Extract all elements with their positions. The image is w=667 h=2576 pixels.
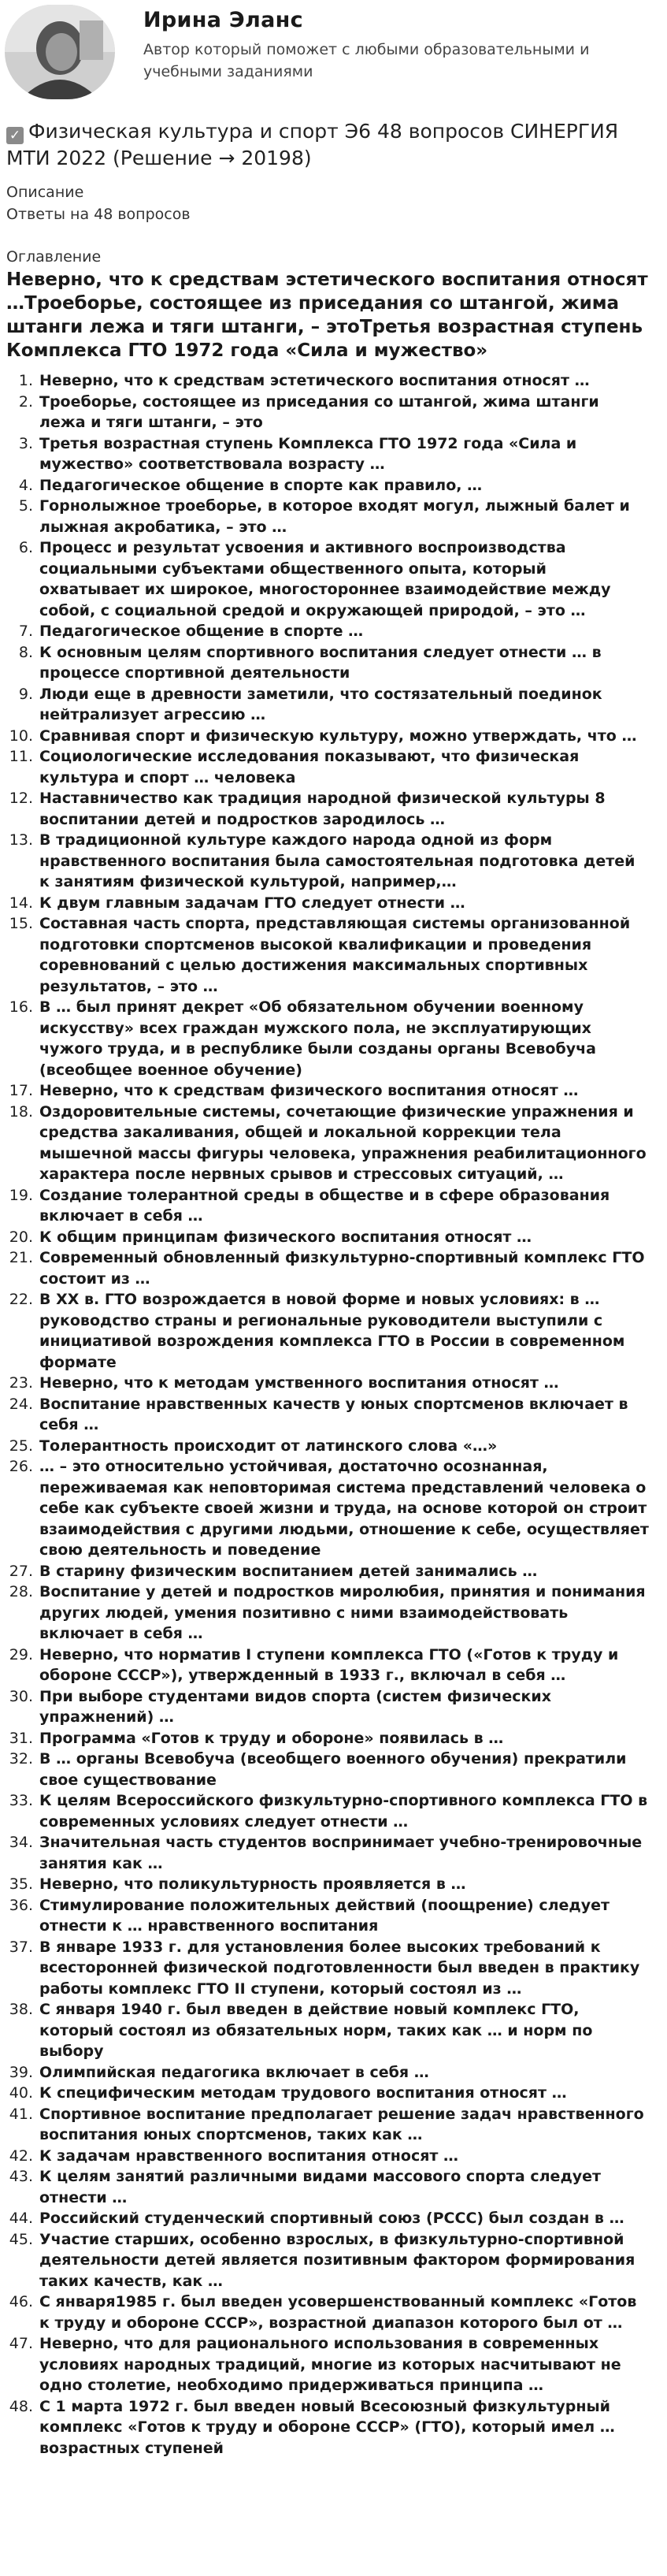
question-text: Процесс и результат усвоения и активного воспроизводства социальными субъектами общественного опыта, который охватывает их широкое, многостороннее взаимодействие между собой, с социальной средой и окружающей природой, – это … bbox=[39, 539, 611, 619]
question-text: К целям занятий различными видами массового спорта следует отнести … bbox=[39, 2168, 602, 2206]
question-text: К основным целям спортивного воспитания следует отнести … в процессе спортивной деятельности bbox=[39, 643, 602, 682]
question-number: 46. bbox=[9, 2293, 33, 2310]
page-title bbox=[6, 118, 660, 172]
question-number: 22. bbox=[9, 1291, 33, 1308]
question-text: Стимулирование положительных действий (поощрение) следует отнести к … нравственного воспитания bbox=[39, 1896, 610, 1935]
question-text: … – это относительно устойчивая, достаточно осознанная, переживаемая как неповторимая система представлений человека о себе как субъекте своей жизни и труда, на основе которой он строит взаимодействия с другими людьми, отношение к себе, осуществляет свою деятельность и поведение bbox=[39, 1458, 649, 1559]
question-item bbox=[0, 746, 667, 788]
question-text: Троеборье, состоящее из приседания со штангой, жима штанги лежа и тяги штанги, – это bbox=[39, 392, 599, 431]
question-text: К целям Всероссийского физкультурно-спортивного комплекса ГТО в современных условиях следует отнести … bbox=[39, 1792, 648, 1831]
question-item bbox=[0, 621, 667, 642]
question-text: Люди еще в древности заметили, что состязательный поединок нейтрализует агрессию … bbox=[39, 685, 602, 723]
question-number: 2. bbox=[18, 392, 33, 411]
question-item bbox=[0, 496, 667, 537]
question-text: В традиционной культуре каждого народа одной из форм нравственного воспитания была самостоятельная подготовка детей к занятиям физической культурой, например,… bbox=[39, 831, 636, 890]
question-number: 39. bbox=[9, 2063, 33, 2081]
question-number: 16. bbox=[9, 998, 33, 1016]
question-number: 45. bbox=[9, 2230, 33, 2248]
question-text: Воспитание у детей и подростков миролюбия, принятия и понимания других людей, умения позитивно с ними взаимодействовать включает в себя … bbox=[39, 1583, 646, 1642]
question-text: В … был принят декрет «Об обязательном обучении военному искусству» всех граждан мужского пола, не эксплуатирующих чужого труда, и в республике были созданы органы Всевобуча (всеобщее военное обучение) bbox=[39, 998, 596, 1079]
question-item bbox=[0, 1832, 667, 1874]
question-number: 19. bbox=[9, 1186, 33, 1204]
question-item bbox=[0, 1247, 667, 1289]
question-item bbox=[0, 642, 667, 684]
question-text: Участие старших, особенно взрослых, в физкультурно-спортивной деятельности детей является позитивным фактором формирования таких качеств, как … bbox=[39, 2230, 636, 2290]
question-number: 25. bbox=[9, 1437, 33, 1455]
question-item bbox=[0, 726, 667, 747]
question-text: В XX в. ГТО возрождается в новой форме и новых условиях: в … руководство страны и региональные руководители выступили с инициативой возрождения комплекса ГТО в России в современном формате bbox=[39, 1291, 625, 1371]
question-item bbox=[0, 788, 667, 830]
question-item bbox=[0, 997, 667, 1080]
question-item bbox=[0, 1102, 667, 1185]
question-item bbox=[0, 1394, 667, 1436]
question-number: 35. bbox=[9, 1875, 33, 1893]
question-number: 18. bbox=[9, 1102, 33, 1121]
question-text: В январе 1933 г. для установления более высоких требований к всесторонней физической подготовленности был введен в практику работы комплекс ГТО II ступени, который состоял из … bbox=[39, 1938, 640, 1998]
question-text: Горнолыжное троеборье, в которое входят могул, лыжный балет и лыжная акробатика, – это … bbox=[39, 497, 630, 536]
question-item bbox=[0, 1227, 667, 1248]
checkbox-icon: ✓ bbox=[6, 127, 24, 144]
question-item bbox=[0, 1645, 667, 1686]
author-name[interactable]: Ирина Эланс bbox=[143, 8, 303, 32]
question-text: Воспитание нравственных качеств у юных спортсменов включает в себя … bbox=[39, 1395, 628, 1433]
question-number: 44. bbox=[9, 2210, 33, 2227]
question-number: 48. bbox=[9, 2397, 33, 2415]
question-text: Создание толерантной среды в обществе и в сфере образования включает в себя … bbox=[39, 1186, 610, 1225]
question-text: С января 1940 г. был введен в действие новый комплекс ГТО, который состоял из обязательных норм, таких как … и норм по выбору bbox=[39, 2001, 593, 2060]
question-item bbox=[0, 2104, 667, 2146]
question-number: 1. bbox=[18, 372, 33, 389]
question-number: 40. bbox=[9, 2084, 33, 2102]
question-item bbox=[0, 830, 667, 893]
question-text: Социологические исследования показывают, что физическая культура и спорт … человека bbox=[39, 748, 580, 786]
question-text: С января1985 г. был введен усовершенствованный комплекс «Готов к труду и обороне СССР», возрастной диапазон которого был от … bbox=[39, 2293, 637, 2332]
question-number: 13. bbox=[9, 831, 33, 849]
question-number: 41. bbox=[9, 2105, 33, 2123]
question-text: В … органы Всевобуча (всеобщего военного обучения) прекратили свое существование bbox=[39, 1750, 627, 1789]
question-number: 11. bbox=[9, 748, 33, 765]
question-item bbox=[0, 1874, 667, 1895]
description-label: Описание bbox=[6, 184, 84, 201]
question-number: 14. bbox=[9, 894, 33, 912]
question-item bbox=[0, 684, 667, 726]
question-item bbox=[0, 1373, 667, 1394]
question-number: 34. bbox=[9, 1834, 33, 1851]
question-text: Составная часть спорта, представляющая системы организованной подготовки спортсменов высокой квалификации и проведения соревнований с целью достижения максимальных спортивных результатов, – это … bbox=[39, 915, 631, 995]
question-text: С 1 марта 1972 г. был введен новый Всесоюзный физкультурный комплекс «Готов к труду и обороне СССР» (ГТО), который имел … возрастных ступеней bbox=[39, 2397, 615, 2457]
question-text: Программа «Готов к труду и обороне» появилась в … bbox=[39, 1729, 504, 1747]
question-item bbox=[0, 1080, 667, 1102]
question-item bbox=[0, 1436, 667, 1457]
question-number: 5. bbox=[18, 497, 33, 515]
question-number: 8. bbox=[18, 643, 33, 661]
question-item bbox=[0, 1582, 667, 1645]
question-item bbox=[0, 1185, 667, 1227]
question-text: Спортивное воспитание предполагает решение задач нравственного воспитания юных спортсменов, таких как … bbox=[39, 2105, 644, 2143]
question-item bbox=[0, 475, 667, 496]
question-item bbox=[0, 1937, 667, 2000]
question-number: 47. bbox=[9, 2335, 33, 2352]
question-text: Третья возрастная ступень Комплекса ГТО 1972 года «Сила и мужество» соответствовала возрасту … bbox=[39, 434, 577, 473]
question-number: 42. bbox=[9, 2147, 33, 2165]
question-item bbox=[0, 537, 667, 621]
question-number: 23. bbox=[9, 1374, 33, 1392]
question-text: Педагогическое общение в спорте как правило, … bbox=[39, 476, 483, 494]
question-item bbox=[0, 2229, 667, 2292]
question-item bbox=[0, 2062, 667, 2083]
question-number: 37. bbox=[9, 1938, 33, 1956]
question-number: 7. bbox=[18, 623, 33, 640]
question-list bbox=[0, 370, 667, 2459]
question-text: Неверно, что норматив I ступени комплекса ГТО («Готов к труду и обороне СССР»), утвержденный в 1933 г., включал в себя … bbox=[39, 1645, 619, 1684]
question-item bbox=[0, 1456, 667, 1561]
question-text: К двум главным задачам ГТО следует отнести … bbox=[39, 894, 465, 912]
question-text: При выборе студентами видов спорта (систем физических упражнений) … bbox=[39, 1687, 551, 1726]
page-title-text: Физическая культура и спорт Э6 48 вопросов СИНЕРГИЯ МТИ 2022 (Решение → 20198) bbox=[6, 120, 619, 169]
question-item bbox=[0, 2208, 667, 2229]
question-number: 27. bbox=[9, 1562, 33, 1580]
question-number: 4. bbox=[18, 476, 33, 494]
question-text: К специфическим методам трудового воспитания относят … bbox=[39, 2084, 567, 2102]
question-number: 12. bbox=[9, 790, 33, 807]
question-text: Неверно, что к средствам эстетического воспитания относят … bbox=[39, 372, 590, 389]
question-item bbox=[0, 1561, 667, 1582]
question-item bbox=[0, 1749, 667, 1790]
toc-label: Оглавление bbox=[6, 248, 102, 266]
author-description: Автор который поможет с любыми образовательными и учебными заданиями bbox=[143, 41, 590, 80]
question-number: 24. bbox=[9, 1395, 33, 1413]
author-card bbox=[0, 0, 667, 110]
question-text: Оздоровительные системы, сочетающие физические упражнения и средства закаливания, общей и локальной коррекции тела мышечной массы фигуры человека, упражнения реабилитационного характера после нервных срывов и стрессовых ситуаций, … bbox=[39, 1102, 647, 1183]
question-item bbox=[0, 893, 667, 914]
answers-count: Ответы на 48 вопросов bbox=[6, 206, 191, 223]
avatar-image bbox=[5, 5, 115, 99]
question-text: К общим принципам физического воспитания относят … bbox=[39, 1228, 532, 1246]
question-item bbox=[0, 370, 667, 392]
question-text: Толерантность происходит от латинского слова «…» bbox=[39, 1437, 498, 1455]
question-text: Наставничество как традиция народной физической культуры 8 воспитании детей и подростков зародилось … bbox=[39, 790, 606, 828]
question-number: 21. bbox=[9, 1249, 33, 1266]
question-text: Педагогическое общение в спорте … bbox=[39, 623, 364, 640]
question-item bbox=[0, 392, 667, 433]
question-item bbox=[0, 2292, 667, 2333]
question-number: 20. bbox=[9, 1228, 33, 1246]
question-text: К задачам нравственного воспитания относят … bbox=[39, 2147, 459, 2165]
question-text: Неверно, что поликультурность проявляется в … bbox=[39, 1875, 466, 1893]
question-item bbox=[0, 2396, 667, 2459]
question-number: 6. bbox=[18, 539, 33, 556]
question-number: 26. bbox=[9, 1458, 33, 1475]
question-item bbox=[0, 1999, 667, 2062]
question-text: Значительная часть студентов воспринимает учебно-тренировочные занятия как … bbox=[39, 1834, 643, 1872]
question-text: Олимпийская педагогика включает в себя … bbox=[39, 2063, 429, 2081]
question-number: 36. bbox=[9, 1896, 33, 1914]
question-number: 3. bbox=[18, 434, 33, 452]
question-text: Неверно, что к методам умственного воспитания относят … bbox=[39, 1374, 559, 1392]
question-text: Сравнивая спорт и физическую культуру, можно утверждать, что … bbox=[39, 727, 637, 745]
question-item bbox=[0, 2333, 667, 2396]
question-text: Российский студенческий спортивный союз (РССС) был создан в … bbox=[39, 2210, 624, 2227]
question-number: 38. bbox=[9, 2001, 33, 2018]
question-item bbox=[0, 433, 667, 475]
question-text: Современный обновленный физкультурно-спортивный комплекс ГТО состоит из … bbox=[39, 1249, 645, 1288]
question-item bbox=[0, 1289, 667, 1373]
question-item bbox=[0, 2083, 667, 2104]
question-item bbox=[0, 2166, 667, 2208]
question-number: 29. bbox=[9, 1645, 33, 1663]
question-number: 15. bbox=[9, 915, 33, 932]
question-number: 10. bbox=[9, 727, 33, 745]
question-number: 33. bbox=[9, 1792, 33, 1809]
question-text: В старину физическим воспитанием детей занимались … bbox=[39, 1562, 538, 1580]
question-item bbox=[0, 913, 667, 997]
author-avatar[interactable] bbox=[5, 5, 115, 99]
question-number: 32. bbox=[9, 1750, 33, 1768]
question-number: 31. bbox=[9, 1729, 33, 1747]
intro-text: Неверно, что к средствам эстетического воспитания относят …Троеборье, состоящее из приседания со штангой, жима штанги лежа и тяги штанги, – этоТретья возрастная ступень Комплекса ГТО 1972 года «Сила и мужество» bbox=[6, 269, 648, 361]
question-item bbox=[0, 1686, 667, 1728]
question-item bbox=[0, 2146, 667, 2167]
question-number: 43. bbox=[9, 2168, 33, 2185]
question-number: 28. bbox=[9, 1583, 33, 1600]
question-number: 30. bbox=[9, 1687, 33, 1705]
question-item bbox=[0, 1790, 667, 1832]
question-text: Неверно, что к средствам физического воспитания относят … bbox=[39, 1082, 579, 1099]
question-number: 17. bbox=[9, 1082, 33, 1099]
question-item bbox=[0, 1728, 667, 1749]
question-item bbox=[0, 1895, 667, 1937]
question-number: 9. bbox=[18, 685, 33, 703]
question-text: Неверно, что для рационального использования в современных условиях народных традиций, многие из которых насчитывают не одно столетие, необходимо придерживаться принципа … bbox=[39, 2335, 621, 2394]
